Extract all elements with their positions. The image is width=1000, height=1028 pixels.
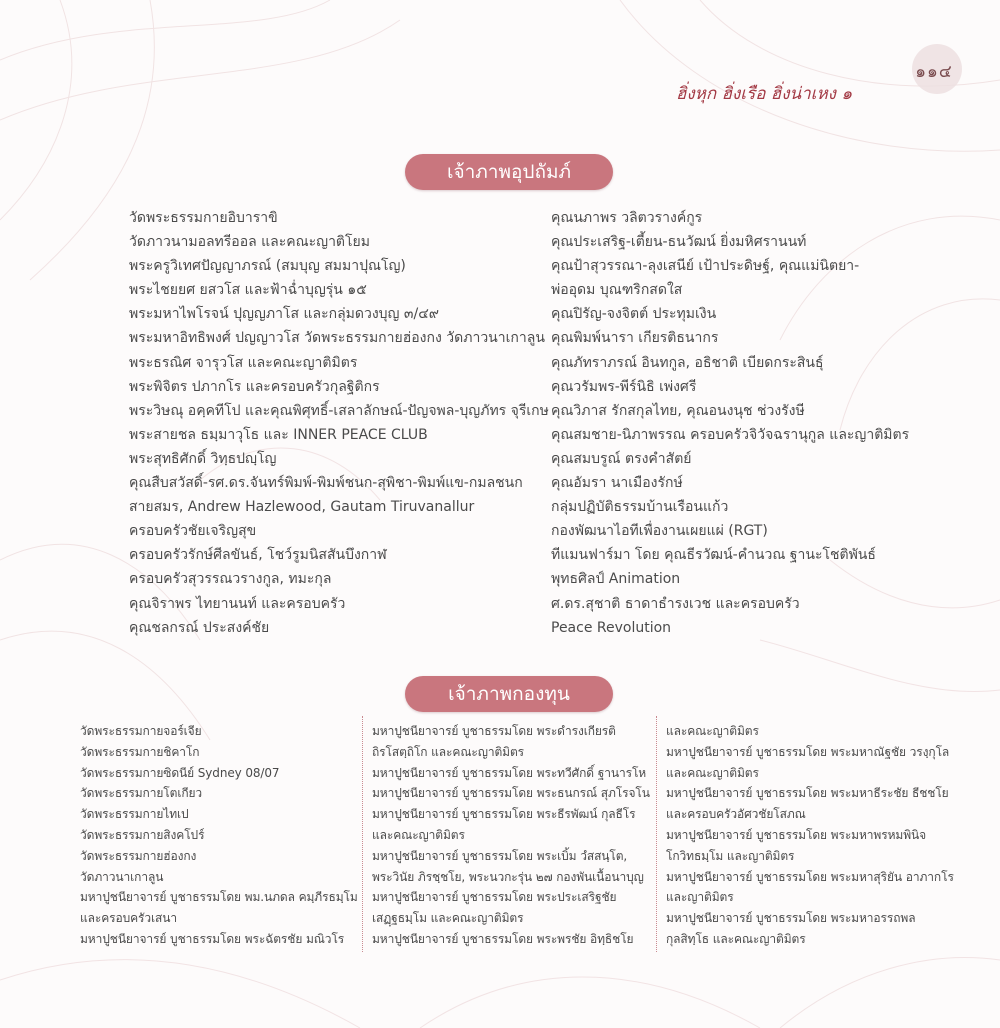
column-divider [362,716,363,952]
funder-list-col-3 [666,721,954,950]
list-item: มหาปูชนียาจารย์ บูชาธรรมโดย พระประเสริฐชัย [372,890,617,905]
list-item: พระวิษณุ อคฺคทีโป และคุณพิศุทธิ์-เสลาลักษณ์-ปัญจพล-บุญภัทร จุรีเกษ [129,402,549,419]
list-item: ครอบครัวรักษ์ศีลขันธ์, โชว์รูมนิสสันบึงกาฬ [129,547,387,564]
list-item: กุลสิทฺโธ และคณะญาติมิตร [666,931,806,946]
list-item: มหาปูชนียาจารย์ บูชาธรรมโดย พระพรชัย อิทฺธิชโย [372,931,634,946]
list-item: ถิรโสตฺถิโก และคณะญาติมิตร [372,744,525,759]
section-title-funders: เจ้าภาพกองทุน [405,676,613,712]
list-item: มหาปูชนียาจารย์ บูชาธรรมโดย พระมหาธีระชัย ธีชชโย [666,786,949,801]
list-item: วัดภาวนามอลทรีออล และคณะญาติโยม [129,234,370,251]
list-item: และครอบครัวเสนา [80,911,178,926]
column-divider [656,716,657,952]
list-item: มหาปูชนียาจารย์ บูชาธรรมโดย พระดำรงเกียรติ [372,724,616,738]
list-item: วัดพระธรรมกายโตเกียว [80,786,203,801]
list-item: คุณสืบสวัสดิ์-รศ.ดร.จันทร์พิมพ์-พิมพ์ชนก-สุพิชา-พิมพ์แข-กมลชนก [129,475,523,492]
list-item: พระมหาอิทธิพงศ์ ปญญาวโส วัดพระธรรมกายฮ่องกง วัดภาวนาเกาลูน [129,330,545,347]
list-item: มหาปูชนียาจารย์ บูชาธรรมโดย พระมหาอรรถพล [666,911,916,926]
list-item: และครอบครัวอัศวชัยโสภณ [666,807,806,822]
funder-list-col-2 [372,721,652,950]
list-item: โกวิทธมฺโม และญาติมิตร [666,848,795,863]
list-item: และญาติมิตร [666,890,734,905]
list-item: มหาปูชนียาจารย์ บูชาธรรมโดย พระมหาพรหมพินิจ [666,827,927,842]
list-item: ศ.ดร.สุชาติ ธาดาธำรงเวช และครอบครัว [551,595,800,612]
list-item: ครอบครัวสุวรรณวรางกูล, ทมะกุล [129,571,332,588]
list-item: มหาปูชนียาจารย์ บูชาธรรมโดย พระมหาณัฐชัย วรงฺกุโล [666,744,950,759]
list-item: คุณป้าสุวรรณา-ลุงเสนีย์ เป้าประดิษฐ์, คุณแม่นิตยา- [551,258,860,275]
list-item: และคณะญาติมิตร [666,765,759,780]
list-item: วัดภาวนาเกาลูน [80,869,164,884]
list-item: พ่ออุดม บุณฑริกสดใส [551,282,683,299]
list-item: มหาปูชนียาจารย์ บูชาธรรมโดย พม.นภดล คมฺภีรธมฺโม [80,890,358,905]
list-item: พระสุทธิศักดิ์ วิทฺธปญฺโญ [129,450,277,467]
list-item: มหาปูชนียาจารย์ บูชาธรรมโดย พระธนกรณ์ สุภโรจโน [372,786,650,801]
list-item: มหาปูชนียาจารย์ บูชาธรรมโดย พระทวีศักดิ์ ฐานารโห [372,765,647,780]
list-item: สายสมร, Andrew Hazlewood, Gautam Tiruvanallur [129,499,475,516]
book-title-script: ฮิ่งหุก ฮิ่งเรือ ฮิ่งน่าเหง ๑ [676,84,853,104]
list-item: พระพิจิตร ปภากโร และครอบครัวกุลฐิติกร [129,378,380,395]
list-item: วัดพระธรรมกายสิงคโปร์ [80,827,205,842]
list-item: เสฏฺฐธมฺโม และคณะญาติมิตร [372,911,524,926]
list-item: วัดพระธรรมกายฮ่องกง [80,848,197,863]
list-item: Peace Revolution [551,619,672,636]
funder-list-col-1 [80,721,360,950]
list-item: มหาปูชนียาจารย์ บูชาธรรมโดย พระเบิ้ม วํสสนฺโต, [372,848,628,863]
sponsor-list-right [551,206,971,640]
list-item: กลุ่มปฏิบัติธรรมบ้านเรือนแก้ว [551,499,729,516]
list-item: ทีแมนฟาร์มา โดย คุณธีรวัฒน์-คำนวณ ฐานะโชติพันธ์ [551,547,876,564]
list-item: คุณประเสริฐ-เตี้ยน-ธนวัฒน์ ยิ่งมหิศรานนท์ [551,234,807,251]
list-item: คุณอัมรา นาเมืองรักษ์ [551,475,683,492]
section-title-sponsors: เจ้าภาพอุปถัมภ์ [405,154,613,190]
list-item: วัดพระธรรมกายจอร์เจีย [80,724,202,738]
list-item: คุณวรัมพร-พีร์นิธิ เพ่งศรี [551,378,697,395]
list-item: คุณสมชาย-นิภาพรรณ ครอบครัวจิวัจฉรานุกูล และญาติมิตร [551,426,910,443]
list-item: มหาปูชนียาจารย์ บูชาธรรมโดย พระฉัตรชัย มณิวโร [80,931,345,946]
list-item: คุณวิภาส รักสกุลไทย, คุณอนงนุช ช่วงรังษี [551,402,805,419]
list-item: มหาปูชนียาจารย์ บูชาธรรมโดย พระธีรพัฒน์ กุลธีโร [372,807,636,822]
list-item: พระธรณิศ จารุวโส และคณะญาติมิตร [129,354,358,371]
list-item: พระมหาไพโรจน์ ปุญญภาโส และกลุ่มดวงบุญ ๓/๔๙ [129,306,440,323]
list-item: พระครูวิเทศปัญญาภรณ์ (สมบุญ สมมาปุณโญ) [129,258,406,275]
list-item: วัดพระธรรมกายชิคาโก [80,744,200,759]
list-item: พุทธศิลป์ Animation [551,571,681,588]
list-item: วัดพระธรรมกายซิดนีย์ Sydney 08/07 [80,765,280,780]
list-item: และคณะญาติมิตร [666,724,759,738]
list-item: พระไชยยศ ยสวโส และฟ้าฉ่ำบุญรุ่น ๑๕ [129,282,367,299]
list-item: มหาปูชนียาจารย์ บูชาธรรมโดย พระมหาสุริยัน อาภากโร [666,869,954,884]
list-item: พระวินัย ภิรชฺชโย, พระนวกะรุ่น ๒๗ กองพันเนื้อนาบุญ [372,869,644,884]
list-item: คุณชลกรณ์ ประสงค์ชัย [129,619,270,636]
list-item: พระสายชล ธมฺมาวุโธ และ INNER PEACE CLUB [129,426,428,443]
list-item: วัดพระธรรมกายไทเป [80,807,189,822]
list-item: คุณภัทราภรณ์ อินทกูล, อธิชาติ เบียดกระสินธุ์ [551,354,824,371]
page-number: ๑๑๔ [915,62,953,82]
list-item: คุณพิมพ์นารา เกียรติธนากร [551,330,719,347]
list-item: ครอบครัวชัยเจริญสุข [129,523,257,540]
list-item: กองพัฒนาไอทีเพื่องานเผยแผ่ (RGT) [551,523,768,540]
list-item: คุณจิราพร ไทยานนท์ และครอบครัว [129,595,346,612]
list-item: คุณนภาพร วลิตวรางค์กูร [551,210,703,226]
list-item: คุณสมบรูณ์ ตรงคำสัตย์ [551,450,692,467]
list-item: คุณปิรัญ-จงจิตต์ ประทุมเงิน [551,306,717,323]
list-item: และคณะญาติมิตร [372,827,465,842]
list-item: วัดพระธรรมกายอิบาราขิ [129,210,278,226]
sponsor-list-left [129,206,549,640]
